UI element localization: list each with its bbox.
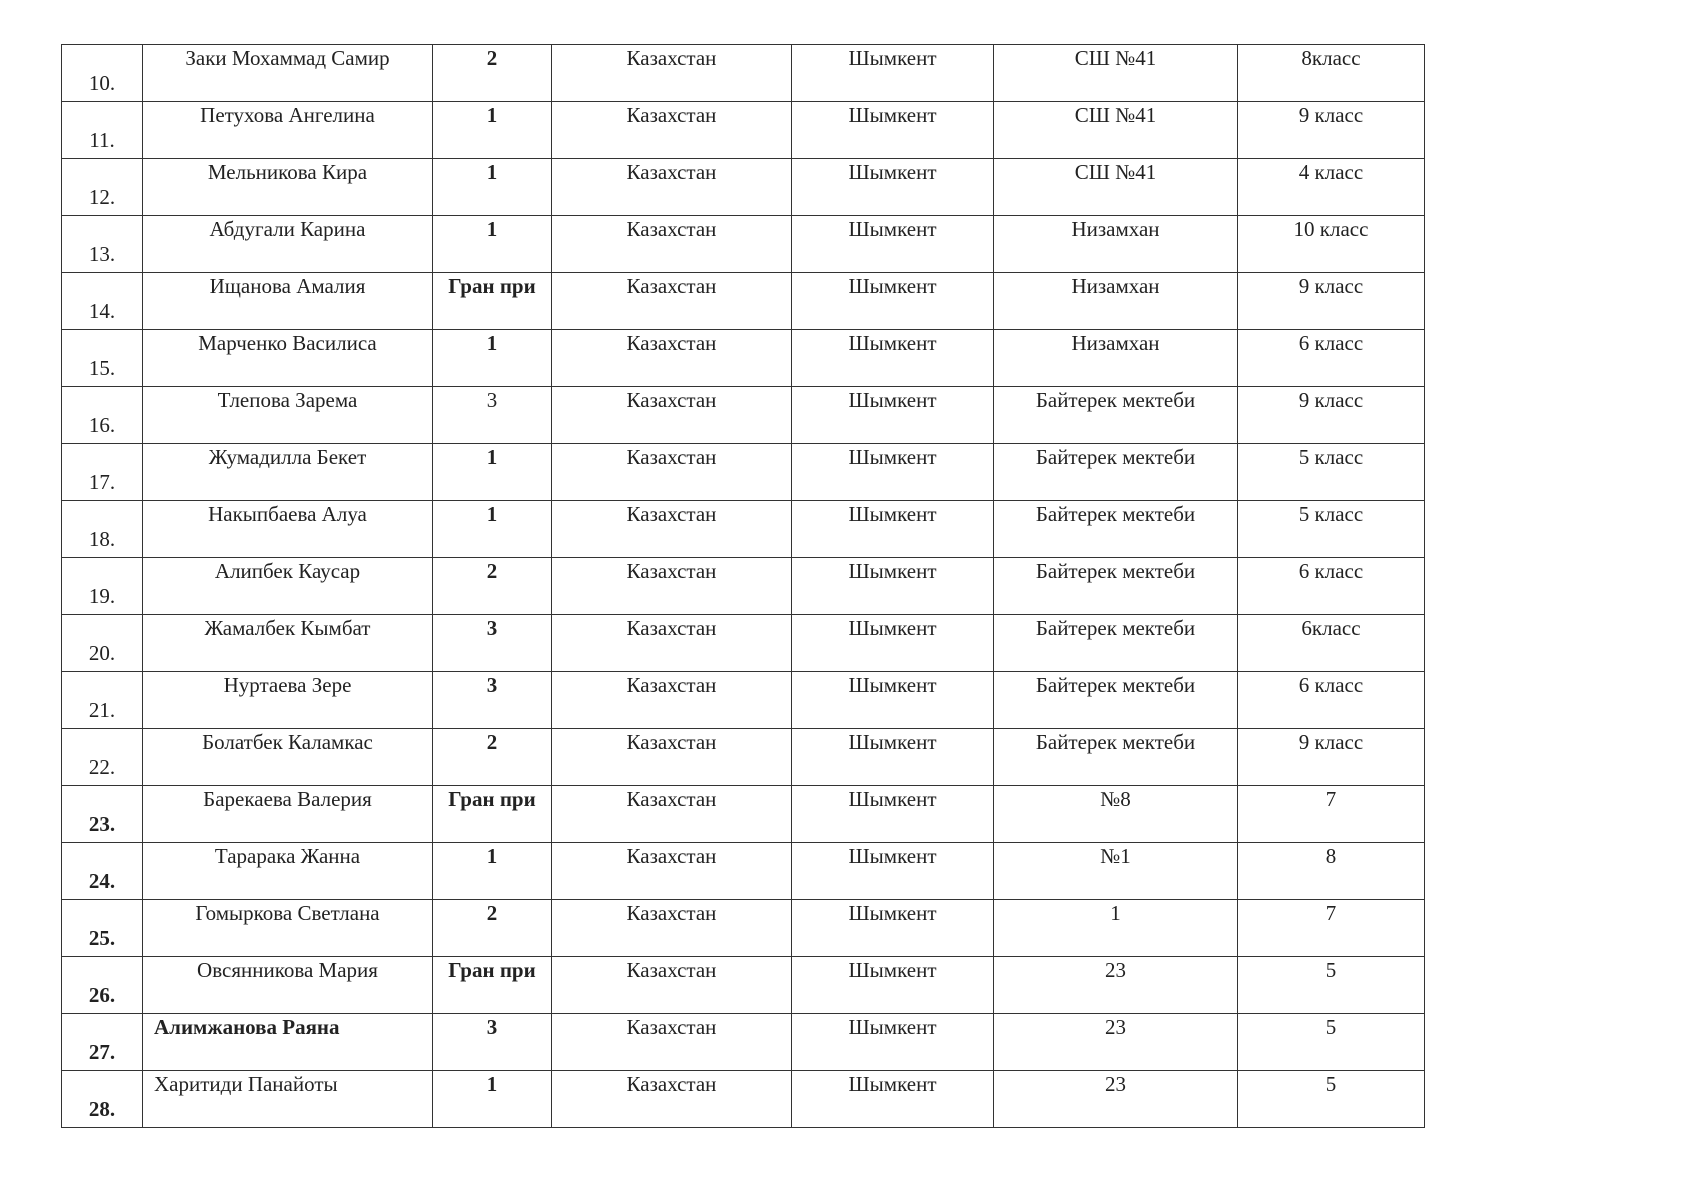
row-number: 22. bbox=[62, 729, 143, 786]
grade: 8 bbox=[1238, 843, 1425, 900]
table-row bbox=[62, 615, 1425, 672]
school: №8 bbox=[994, 786, 1238, 843]
table-row bbox=[62, 843, 1425, 900]
country: Казахстан bbox=[552, 159, 792, 216]
country: Казахстан bbox=[552, 501, 792, 558]
grade: 5 класс bbox=[1238, 444, 1425, 501]
school: Байтерек мектеби bbox=[994, 558, 1238, 615]
grade: 6 класс bbox=[1238, 330, 1425, 387]
row-number: 10. bbox=[62, 45, 143, 102]
city: Шымкент bbox=[792, 615, 994, 672]
participant-name: Гомыркова Светлана bbox=[143, 900, 433, 957]
school: СШ №41 bbox=[994, 45, 1238, 102]
table-row bbox=[62, 159, 1425, 216]
results-table bbox=[61, 44, 1425, 1128]
place: 2 bbox=[433, 558, 552, 615]
table-row bbox=[62, 216, 1425, 273]
table-row bbox=[62, 957, 1425, 1014]
table-row bbox=[62, 672, 1425, 729]
place: 3 bbox=[433, 1014, 552, 1071]
grade: 5 bbox=[1238, 1014, 1425, 1071]
participant-name: Жумадилла Бекет bbox=[143, 444, 433, 501]
row-number: 20. bbox=[62, 615, 143, 672]
place: 3 bbox=[433, 672, 552, 729]
city: Шымкент bbox=[792, 501, 994, 558]
place: 1 bbox=[433, 216, 552, 273]
table-row bbox=[62, 558, 1425, 615]
school: Байтерек мектеби bbox=[994, 729, 1238, 786]
participant-name: Харитиди Панайоты bbox=[143, 1071, 433, 1128]
place: Гран при bbox=[433, 957, 552, 1014]
school: Байтерек мектеби bbox=[994, 387, 1238, 444]
school: СШ №41 bbox=[994, 102, 1238, 159]
participant-name: Тлепова Зарема bbox=[143, 387, 433, 444]
table-row bbox=[62, 1071, 1425, 1128]
city: Шымкент bbox=[792, 102, 994, 159]
place: 2 bbox=[433, 729, 552, 786]
participant-name: Алипбек Каусар bbox=[143, 558, 433, 615]
row-number: 16. bbox=[62, 387, 143, 444]
row-number: 26. bbox=[62, 957, 143, 1014]
row-number: 14. bbox=[62, 273, 143, 330]
grade: 6 класс bbox=[1238, 558, 1425, 615]
row-number: 15. bbox=[62, 330, 143, 387]
city: Шымкент bbox=[792, 1071, 994, 1128]
country: Казахстан bbox=[552, 558, 792, 615]
row-number: 12. bbox=[62, 159, 143, 216]
place: 2 bbox=[433, 900, 552, 957]
country: Казахстан bbox=[552, 786, 792, 843]
grade: 6 класс bbox=[1238, 672, 1425, 729]
table-row bbox=[62, 501, 1425, 558]
school: Байтерек мектеби bbox=[994, 501, 1238, 558]
country: Казахстан bbox=[552, 900, 792, 957]
participant-name: Нуртаева Зере bbox=[143, 672, 433, 729]
city: Шымкент bbox=[792, 900, 994, 957]
participant-name: Жамалбек Кымбат bbox=[143, 615, 433, 672]
city: Шымкент bbox=[792, 672, 994, 729]
place: 3 bbox=[433, 615, 552, 672]
country: Казахстан bbox=[552, 273, 792, 330]
country: Казахстан bbox=[552, 444, 792, 501]
table-row bbox=[62, 444, 1425, 501]
city: Шымкент bbox=[792, 786, 994, 843]
participant-name: Овсянникова Мария bbox=[143, 957, 433, 1014]
school: Байтерек мектеби bbox=[994, 444, 1238, 501]
grade: 5 bbox=[1238, 957, 1425, 1014]
row-number: 11. bbox=[62, 102, 143, 159]
row-number: 25. bbox=[62, 900, 143, 957]
place: 3 bbox=[433, 387, 552, 444]
place: 1 bbox=[433, 501, 552, 558]
country: Казахстан bbox=[552, 1014, 792, 1071]
country: Казахстан bbox=[552, 672, 792, 729]
country: Казахстан bbox=[552, 1071, 792, 1128]
participant-name: Абдугали Карина bbox=[143, 216, 433, 273]
grade: 9 класс bbox=[1238, 273, 1425, 330]
city: Шымкент bbox=[792, 729, 994, 786]
table-row bbox=[62, 330, 1425, 387]
grade: 4 класс bbox=[1238, 159, 1425, 216]
country: Казахстан bbox=[552, 330, 792, 387]
row-number: 27. bbox=[62, 1014, 143, 1071]
table-row bbox=[62, 45, 1425, 102]
city: Шымкент bbox=[792, 558, 994, 615]
country: Казахстан bbox=[552, 957, 792, 1014]
participant-name: Алимжанова Раяна bbox=[143, 1014, 433, 1071]
row-number: 24. bbox=[62, 843, 143, 900]
school: 23 bbox=[994, 1014, 1238, 1071]
school: 1 bbox=[994, 900, 1238, 957]
place: 1 bbox=[433, 102, 552, 159]
grade: 5 класс bbox=[1238, 501, 1425, 558]
country: Казахстан bbox=[552, 387, 792, 444]
grade: 7 bbox=[1238, 900, 1425, 957]
participant-name: Марченко Василиса bbox=[143, 330, 433, 387]
school: 23 bbox=[994, 957, 1238, 1014]
place: Гран при bbox=[433, 786, 552, 843]
participant-name: Тарарака Жанна bbox=[143, 843, 433, 900]
grade: 10 класс bbox=[1238, 216, 1425, 273]
row-number: 21. bbox=[62, 672, 143, 729]
city: Шымкент bbox=[792, 1014, 994, 1071]
city: Шымкент bbox=[792, 45, 994, 102]
school: №1 bbox=[994, 843, 1238, 900]
grade: 9 класс bbox=[1238, 729, 1425, 786]
row-number: 18. bbox=[62, 501, 143, 558]
row-number: 23. bbox=[62, 786, 143, 843]
participant-name: Накыпбаева Алуа bbox=[143, 501, 433, 558]
school: Байтерек мектеби bbox=[994, 672, 1238, 729]
row-number: 13. bbox=[62, 216, 143, 273]
city: Шымкент bbox=[792, 387, 994, 444]
place: 1 bbox=[433, 159, 552, 216]
place: Гран при bbox=[433, 273, 552, 330]
participant-name: Петухова Ангелина bbox=[143, 102, 433, 159]
city: Шымкент bbox=[792, 957, 994, 1014]
place: 1 bbox=[433, 1071, 552, 1128]
place: 2 bbox=[433, 45, 552, 102]
row-number: 28. bbox=[62, 1071, 143, 1128]
grade: 6класс bbox=[1238, 615, 1425, 672]
grade: 7 bbox=[1238, 786, 1425, 843]
country: Казахстан bbox=[552, 615, 792, 672]
school: СШ №41 bbox=[994, 159, 1238, 216]
country: Казахстан bbox=[552, 216, 792, 273]
table-row bbox=[62, 729, 1425, 786]
city: Шымкент bbox=[792, 216, 994, 273]
table-row bbox=[62, 786, 1425, 843]
row-number: 19. bbox=[62, 558, 143, 615]
school: Низамхан bbox=[994, 330, 1238, 387]
participant-name: Ищанова Амалия bbox=[143, 273, 433, 330]
table-row bbox=[62, 273, 1425, 330]
city: Шымкент bbox=[792, 330, 994, 387]
city: Шымкент bbox=[792, 444, 994, 501]
school: 23 bbox=[994, 1071, 1238, 1128]
row-number: 17. bbox=[62, 444, 143, 501]
grade: 8класс bbox=[1238, 45, 1425, 102]
school: Низамхан bbox=[994, 273, 1238, 330]
city: Шымкент bbox=[792, 273, 994, 330]
school: Байтерек мектеби bbox=[994, 615, 1238, 672]
table-row bbox=[62, 900, 1425, 957]
country: Казахстан bbox=[552, 729, 792, 786]
participant-name: Болатбек Каламкас bbox=[143, 729, 433, 786]
school: Низамхан bbox=[994, 216, 1238, 273]
country: Казахстан bbox=[552, 45, 792, 102]
grade: 9 класс bbox=[1238, 387, 1425, 444]
table-row bbox=[62, 387, 1425, 444]
country: Казахстан bbox=[552, 843, 792, 900]
country: Казахстан bbox=[552, 102, 792, 159]
city: Шымкент bbox=[792, 843, 994, 900]
city: Шымкент bbox=[792, 159, 994, 216]
grade: 9 класс bbox=[1238, 102, 1425, 159]
participant-name: Мельникова Кира bbox=[143, 159, 433, 216]
table-row bbox=[62, 1014, 1425, 1071]
table-row bbox=[62, 102, 1425, 159]
participant-name: Барекаева Валерия bbox=[143, 786, 433, 843]
participant-name: Заки Мохаммад Самир bbox=[143, 45, 433, 102]
place: 1 bbox=[433, 843, 552, 900]
place: 1 bbox=[433, 330, 552, 387]
place: 1 bbox=[433, 444, 552, 501]
grade: 5 bbox=[1238, 1071, 1425, 1128]
